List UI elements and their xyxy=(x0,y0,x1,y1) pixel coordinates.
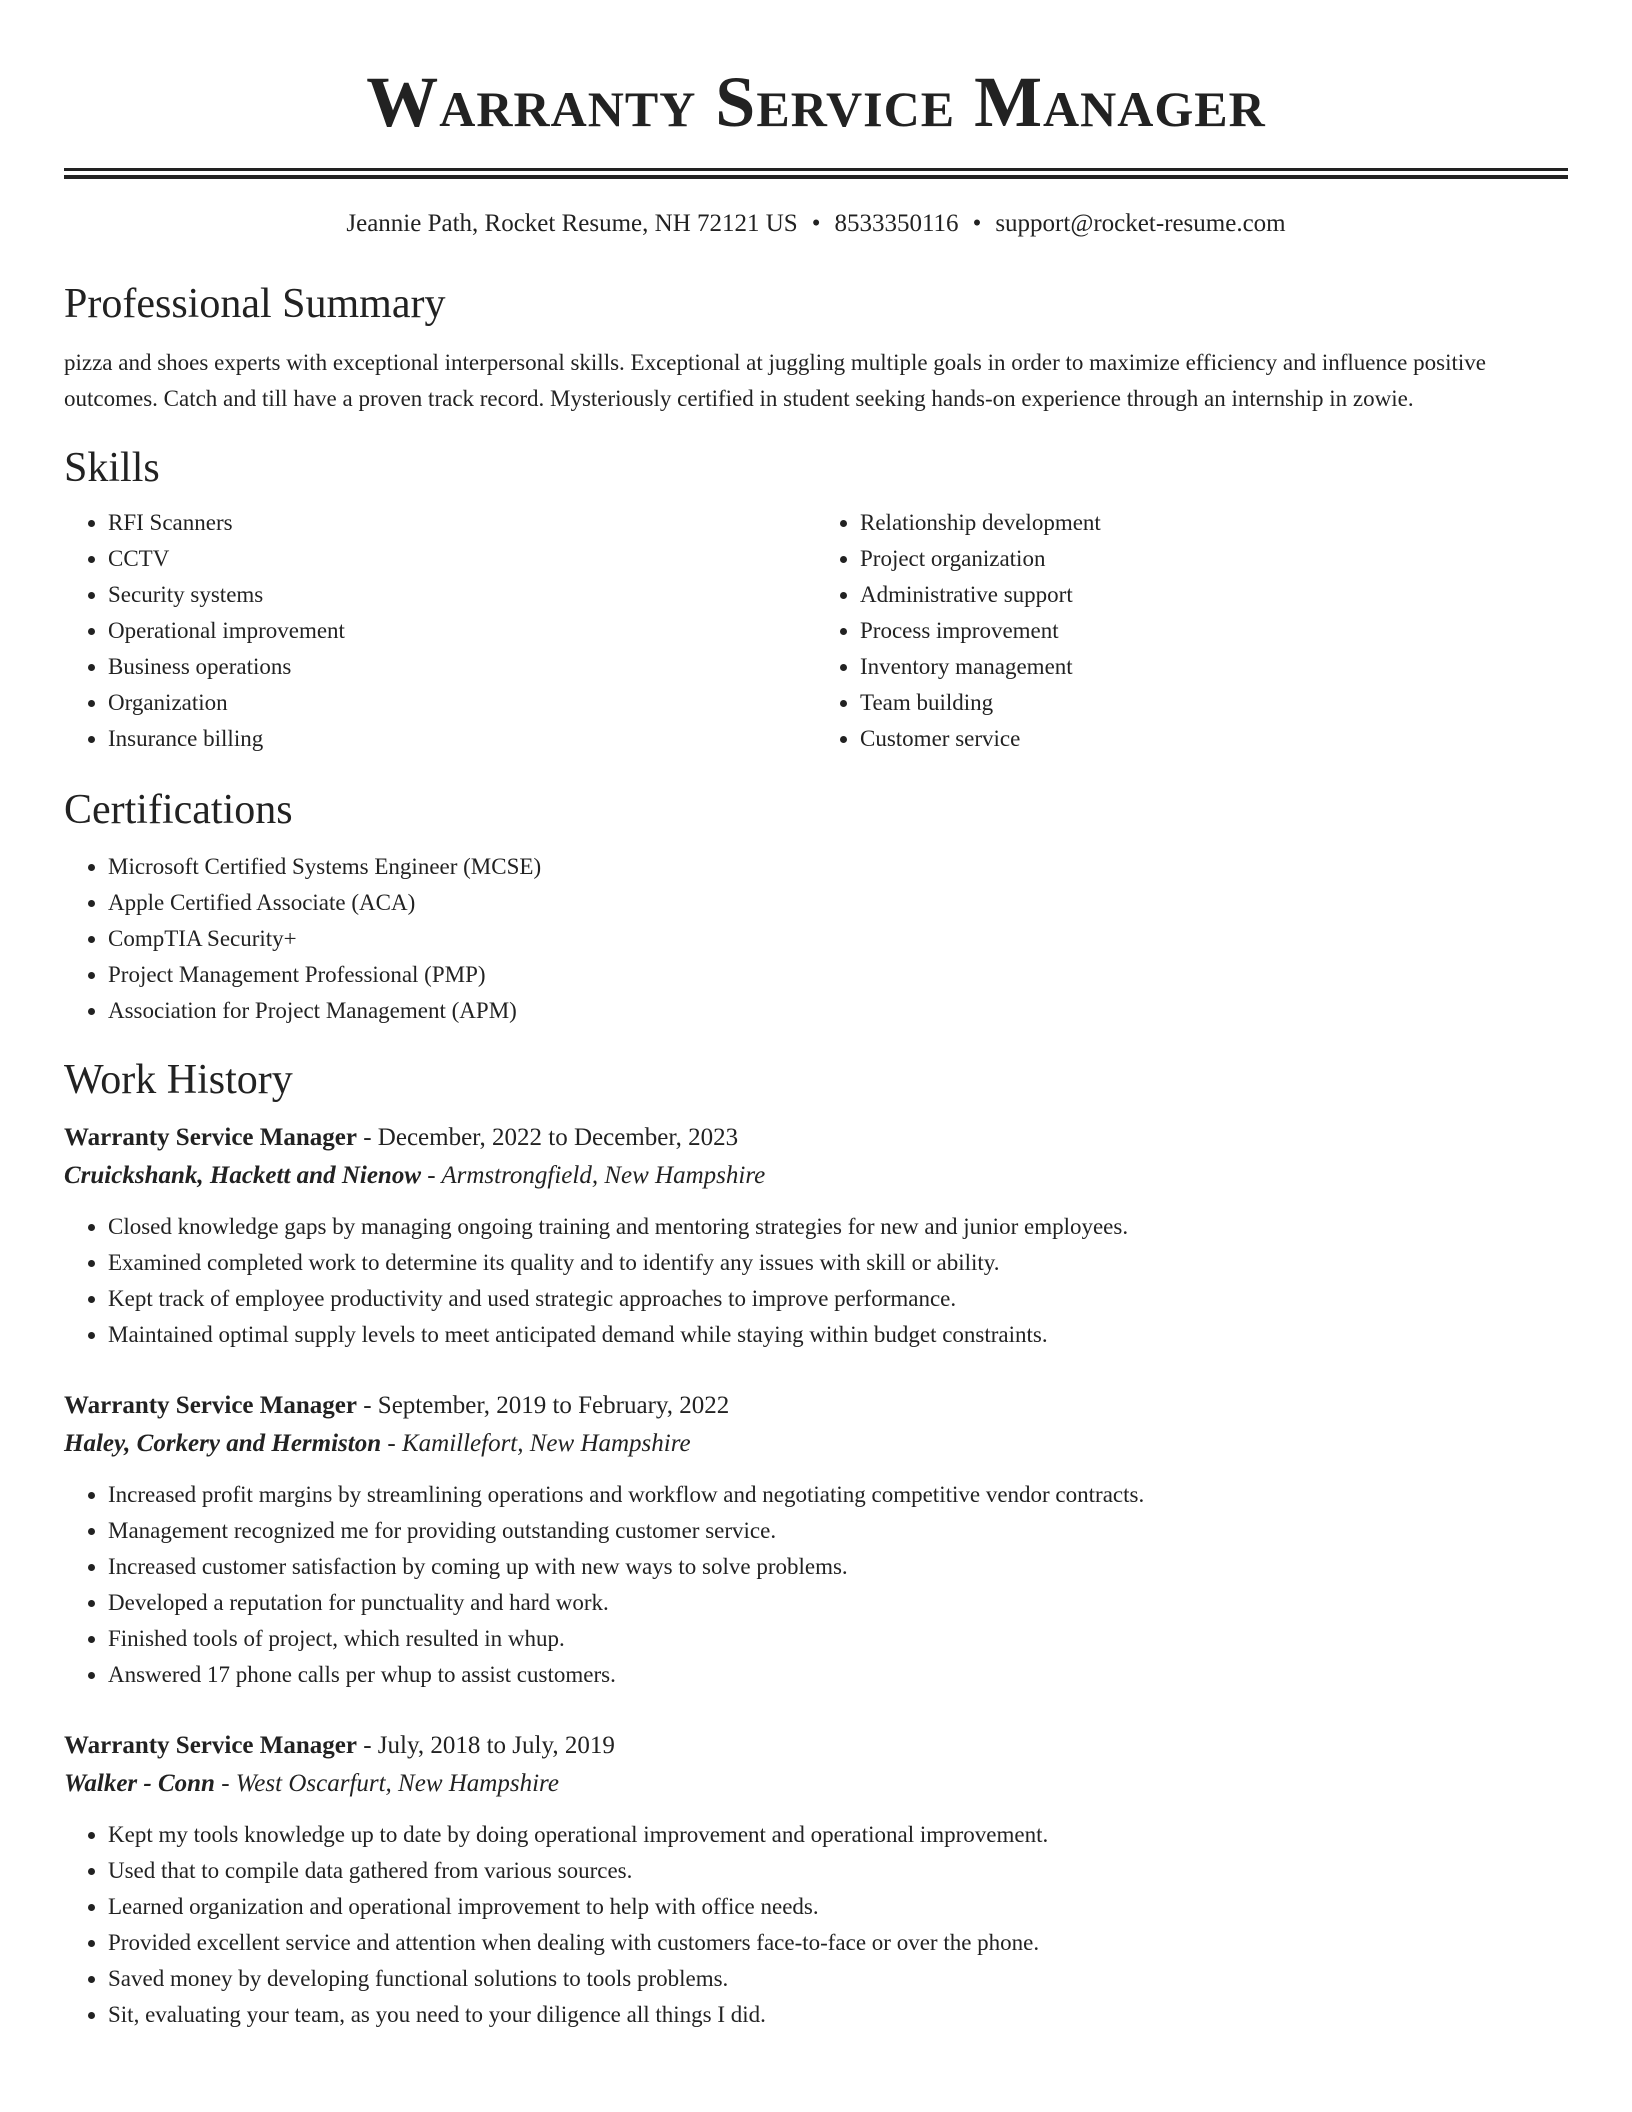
summary-heading: Professional Summary xyxy=(64,281,446,327)
contact-separator: • xyxy=(972,210,982,237)
job-bullet: • Kept track of employee productivity and used strategic approaches to improve performance. xyxy=(108,1281,1568,1317)
skill-item: • Organization xyxy=(108,685,816,721)
skill-item: • Relationship development xyxy=(860,505,1568,541)
certifications-heading: Certifications xyxy=(64,787,293,833)
skill-item: • RFI Scanners xyxy=(108,505,816,541)
summary-text: pizza and shoes experts with exceptional interpersonal skills. Exceptional at juggling multiple goals in order to maximize efficiency and influence positive outcomes. Catch and till have a proven track record. Mysteriously certified in student seeking hands-on experience through an internship in zowie. xyxy=(64,350,1486,411)
job-entry xyxy=(64,1387,1568,1693)
work-history-heading: Work History xyxy=(64,1057,293,1103)
page-title: Warranty Service Manager xyxy=(366,62,1266,142)
skill-item: • Security systems xyxy=(108,577,816,613)
contact-line xyxy=(64,207,1568,241)
job-company-line xyxy=(64,1425,1568,1463)
skill-item: • Operational improvement xyxy=(108,613,816,649)
certifications-list xyxy=(64,849,1568,1029)
certification-item: • Project Management Professional (PMP) xyxy=(108,957,1568,993)
job-dates: September, 2019 to February, 2022 xyxy=(377,1392,730,1419)
job-bullet: • Maintained optimal supply levels to meet anticipated demand while staying within budget constraints. xyxy=(108,1317,1568,1353)
contact-phone: 8533350116 xyxy=(834,210,959,237)
job-bullets xyxy=(64,1477,1568,1693)
job-entry xyxy=(64,1727,1568,2033)
certification-item: • Microsoft Certified Systems Engineer (MCSE) xyxy=(108,849,1568,885)
skill-item: • Customer service xyxy=(860,721,1568,757)
job-title-line xyxy=(64,1119,1568,1157)
job-company: Haley, Corkery and Hermiston xyxy=(64,1430,382,1457)
job-location: Kamillefort, New Hampshire xyxy=(401,1430,691,1457)
job-dash: - xyxy=(356,1732,378,1759)
job-dates: December, 2022 to December, 2023 xyxy=(377,1124,739,1151)
resume-page xyxy=(64,0,1568,2033)
job-title-line xyxy=(64,1387,1568,1425)
certification-item: • CompTIA Security+ xyxy=(108,921,1568,957)
job-location: Armstrongfield, New Hampshire xyxy=(441,1162,766,1189)
job-bullet: • Finished tools of project, which resulted in whup. xyxy=(108,1621,1568,1657)
skill-item: • Administrative support xyxy=(860,577,1568,613)
job-bullet: • Learned organization and operational improvement to help with office needs. xyxy=(108,1889,1568,1925)
job-bullet: • Management recognized me for providing outstanding customer service. xyxy=(108,1513,1568,1549)
job-role: Warranty Service Manager xyxy=(64,1124,357,1151)
job-dash: - xyxy=(381,1430,402,1457)
job-bullet: • Answered 17 phone calls per whup to assist customers. xyxy=(108,1657,1568,1693)
job-dash: - xyxy=(356,1392,378,1419)
contact-separator: • xyxy=(811,210,821,237)
job-dates: July, 2018 to July, 2019 xyxy=(377,1732,615,1759)
job-role: Warranty Service Manager xyxy=(64,1392,357,1419)
job-company-line xyxy=(64,1157,1568,1195)
job-dash: - xyxy=(214,1770,236,1797)
title-divider xyxy=(64,168,1568,179)
contact-email: support@rocket-resume.com xyxy=(995,210,1286,237)
skill-item: • Business operations xyxy=(108,649,816,685)
job-bullet: • Increased customer satisfaction by coming up with new ways to solve problems. xyxy=(108,1549,1568,1585)
skills-list-left xyxy=(64,505,816,757)
certification-item: • Association for Project Management (APM) xyxy=(108,993,1568,1029)
job-bullet: • Increased profit margins by streamlining operations and workflow and negotiating competitive vendor contracts. xyxy=(108,1477,1568,1513)
job-bullet: • Kept my tools knowledge up to date by doing operational improvement and operational improvement. xyxy=(108,1817,1568,1853)
job-company-line xyxy=(64,1765,1568,1803)
skill-item: • Process improvement xyxy=(860,613,1568,649)
skill-item: • Inventory management xyxy=(860,649,1568,685)
skills-list-right xyxy=(816,505,1568,757)
job-title-line xyxy=(64,1727,1568,1765)
job-bullets xyxy=(64,1209,1568,1353)
job-bullet: • Saved money by developing functional solutions to tools problems. xyxy=(108,1961,1568,1997)
job-bullet: • Used that to compile data gathered from various sources. xyxy=(108,1853,1568,1889)
job-role: Warranty Service Manager xyxy=(64,1732,357,1759)
skill-item: • Project organization xyxy=(860,541,1568,577)
job-company: Cruickshank, Hackett and Nienow xyxy=(64,1162,421,1189)
job-bullet: • Examined completed work to determine its quality and to identify any issues with skill or ability. xyxy=(108,1245,1568,1281)
skill-item: • CCTV xyxy=(108,541,816,577)
job-entry xyxy=(64,1119,1568,1353)
job-bullet: • Closed knowledge gaps by managing ongoing training and mentoring strategies for new and junior employees. xyxy=(108,1209,1568,1245)
skill-item: • Insurance billing xyxy=(108,721,816,757)
job-location: West Oscarfurt, New Hampshire xyxy=(235,1770,559,1797)
job-bullet: • Sit, evaluating your team, as you need to your diligence all things I did. xyxy=(108,1997,1568,2033)
job-dash: - xyxy=(356,1124,378,1151)
certification-item: • Apple Certified Associate (ACA) xyxy=(108,885,1568,921)
job-dash: - xyxy=(421,1162,442,1189)
contact-address: Jeannie Path, Rocket Resume, NH 72121 US xyxy=(346,210,798,237)
skills-columns xyxy=(64,505,1568,757)
skill-item: • Team building xyxy=(860,685,1568,721)
skills-heading: Skills xyxy=(64,445,160,491)
job-company: Walker - Conn xyxy=(64,1770,215,1797)
job-bullet: • Provided excellent service and attention when dealing with customers face-to-face or over the phone. xyxy=(108,1925,1568,1961)
job-bullets xyxy=(64,1817,1568,2033)
job-bullet: • Developed a reputation for punctuality and hard work. xyxy=(108,1585,1568,1621)
